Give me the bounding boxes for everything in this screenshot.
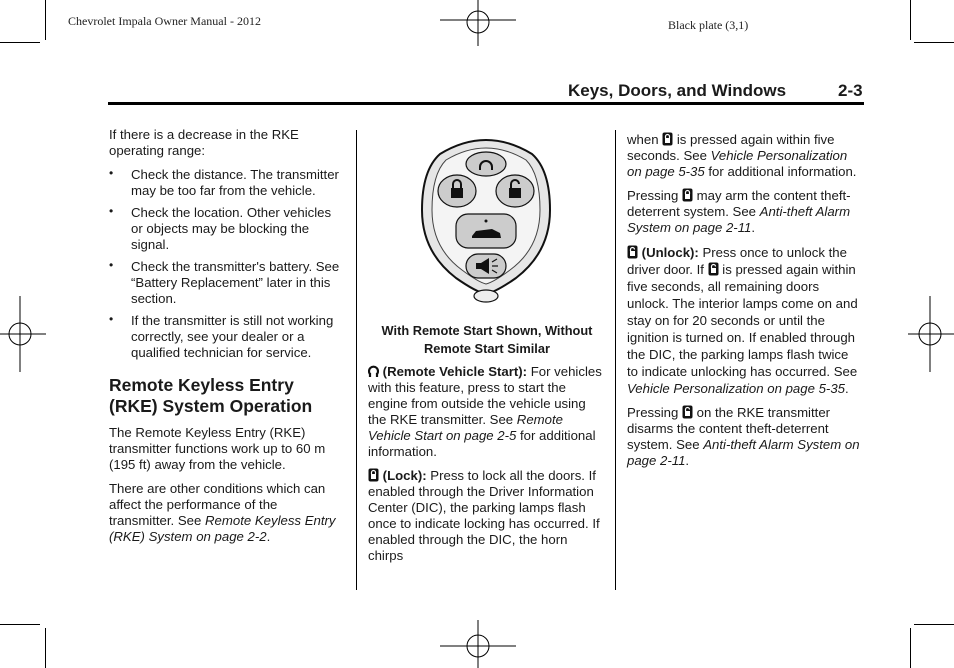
trunk-button — [456, 214, 516, 248]
unlock-icon — [682, 405, 693, 419]
section-heading: Remote Keyless Entry (RKE) System Operation — [109, 375, 313, 416]
paragraph-end: for additional information. — [368, 428, 596, 459]
unlock-icon — [627, 245, 638, 259]
registration-mark-right — [908, 296, 954, 372]
paragraph-end: . — [685, 453, 690, 468]
disarm-paragraph — [627, 405, 863, 469]
paragraph-text: Press to lock all the doors. If enabled through the Driver Information Center (DIC), the parking lamps flash once to indicate locking has occurred. If enabled through the DIC, the horn chirps — [368, 468, 600, 563]
cross-reference-link[interactable]: Remote Keyless Entry (RKE) System on page 2-2 — [109, 513, 336, 544]
list-item: • Check the transmitter's battery. See “Battery Replacement” later in this section. — [109, 259, 345, 307]
crop-mark — [910, 628, 911, 668]
paragraph-text: Press once to unlock the driver door. If — [627, 245, 847, 277]
column-3 — [627, 132, 863, 477]
paragraph-text: is pressed again within five seconds. See — [627, 132, 835, 163]
paragraph-text: There are other conditions which can affect the performance of the transmitter. See — [109, 481, 326, 528]
registration-mark-left — [0, 296, 46, 372]
paragraph-end: . — [845, 381, 849, 396]
crop-mark — [45, 628, 46, 668]
intro-text: If there is a decrease in the RKE operating range: — [109, 127, 299, 158]
arm-paragraph — [627, 188, 863, 236]
range-paragraph: The Remote Keyless Entry (RKE) transmitter functions work up to 60 m (195 ft) away from the vehicle. — [109, 425, 326, 472]
paragraph-text: is pressed again within five seconds, all remaining doors unlock. The interior lamps come on and stay on for 20 seconds or until the ignition is turned on. If enabled through the DIC, the parking lamps flash twice to indicate unlocking has occurred. See — [627, 262, 858, 379]
header-rule — [108, 102, 864, 105]
crop-mark — [0, 624, 40, 625]
paragraph-text: For vehicles with this feature, press to start the engine from outside the vehicle using the RKE transmitter. See — [368, 364, 602, 427]
panic-button — [466, 254, 506, 278]
paragraph-text: may arm the content theft-deterrent system. See — [627, 188, 851, 219]
column-2 — [368, 130, 606, 572]
unlock-label: (Unlock): — [641, 245, 699, 260]
paragraph-text: when — [627, 132, 663, 147]
column-divider — [356, 130, 357, 590]
crop-mark — [914, 624, 954, 625]
lock-paragraph — [368, 468, 606, 564]
crop-mark — [0, 42, 40, 43]
range-tips-list — [109, 167, 345, 361]
list-item: • If the transmitter is still not working correctly, see your dealer or a qualified technician for service. — [109, 313, 345, 361]
manual-title: Chevrolet Impala Owner Manual - 2012 — [68, 14, 261, 28]
list-item: • Check the distance. The transmitter may be too far from the vehicle. — [109, 167, 345, 199]
caption-line: With Remote Start Shown, Without — [381, 323, 593, 338]
paragraph-end: . — [751, 220, 756, 235]
conditions-paragraph — [109, 481, 345, 545]
cross-reference-link[interactable]: Vehicle Personalization on page 5-35 — [627, 148, 848, 179]
page-number: 2-3 — [838, 81, 863, 100]
cross-reference-link[interactable]: Anti-theft Alarm System on page 2-11 — [627, 204, 851, 235]
lock-label: (Lock): — [382, 468, 427, 483]
column-1 — [109, 127, 345, 553]
registration-mark-bottom — [440, 620, 516, 668]
cross-reference-link[interactable]: Vehicle Personalization on page 5-35 — [627, 381, 845, 396]
figure-caption — [368, 322, 606, 358]
paragraph-text: Pressing — [627, 188, 682, 203]
column-divider — [615, 130, 616, 590]
paragraph-text: Pressing — [627, 405, 682, 420]
lock-button — [438, 175, 476, 207]
unlock-paragraph — [627, 244, 863, 397]
lock-icon — [368, 468, 379, 482]
unlock-icon — [708, 262, 719, 276]
remote-start-icon — [368, 364, 379, 378]
paragraph-end: for additional information. — [704, 164, 857, 179]
cross-reference-link[interactable]: Anti-theft Alarm System on page 2-11 — [627, 437, 860, 468]
crop-mark — [914, 42, 954, 43]
caption-line: Remote Start Similar — [424, 341, 550, 356]
lock-continued-paragraph — [627, 132, 863, 180]
paragraph-text: on the RKE transmitter disarms the content theft-deterrent system. See — [627, 405, 831, 452]
key-fob-illustration — [368, 130, 606, 318]
crop-mark — [910, 0, 911, 40]
crop-mark — [45, 0, 46, 40]
paragraph-end: . — [266, 529, 271, 544]
registration-mark-top — [440, 0, 516, 46]
cross-reference-link[interactable]: Remote Vehicle Start on page 2-5 — [368, 412, 563, 443]
unlock-button — [496, 175, 534, 207]
list-item: • Check the location. Other vehicles or objects may be blocking the signal. — [109, 205, 345, 253]
lock-icon — [682, 188, 693, 202]
lock-icon — [662, 132, 673, 146]
remote-start-label: (Remote Vehicle Start): — [382, 364, 528, 379]
section-title: Keys, Doors, and Windows — [568, 81, 787, 100]
remote-start-paragraph — [368, 364, 606, 460]
remote-start-button — [466, 152, 506, 176]
plate-label: Black plate (3,1) — [668, 18, 749, 32]
